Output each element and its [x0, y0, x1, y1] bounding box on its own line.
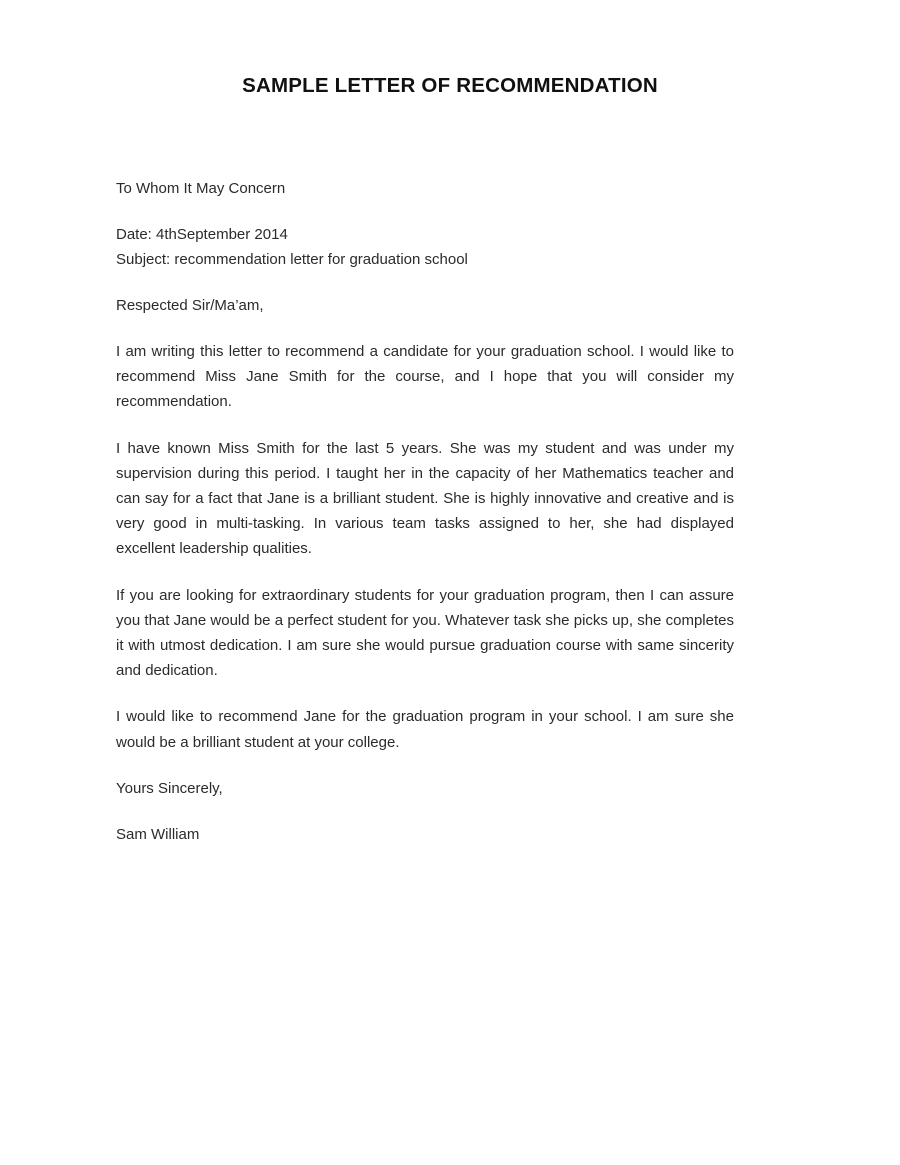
page-title: SAMPLE LETTER OF RECOMMENDATION [242, 74, 658, 97]
body-paragraph: I would like to recommend Jane for the graduation program in your school. I am sure she would be a brilliant student at your college. [116, 708, 734, 751]
spacer [116, 415, 734, 436]
body-paragraph: I have known Miss Smith for the last 5 years. She was my student and was under my supervision during this period. I taught her in the capacity of her Mathematics teacher and can say for a fact that Jane is a brilliant student. She is highly innovative and creative and is very good in multi-tasking. In various team tasks assigned to her, she had displayed excellent leadership qualities. [116, 439, 734, 558]
spacer [116, 801, 734, 822]
body-paragraph: I am writing this letter to recommend a candidate for your graduation school. I would like to recommend Miss Jane Smith for the course, and I hope that you will consider my recommendation. [116, 343, 734, 411]
signature-name: Sam William [116, 825, 200, 843]
date-line: Date: 4thSeptember 2014 [116, 226, 288, 243]
spacer [116, 755, 734, 776]
spacer [116, 562, 734, 583]
closing-line: Yours Sincerely, [116, 779, 223, 797]
spacer [116, 683, 734, 704]
letter-body [116, 176, 734, 847]
recipient-line: To Whom It May Concern [116, 180, 286, 197]
spacer [116, 201, 734, 222]
body-paragraph: If you are looking for extraordinary students for your graduation program, then I can assure you that Jane would be a perfect student for you. Whatever task she picks up, she completes it with utmost dedication. I am sure she would pursue graduation course with same sincerity and dedication. [116, 586, 734, 680]
greeting-line: Respected Sir/Ma’am, [116, 297, 264, 314]
subject-line: Subject: recommendation letter for graduation school [116, 251, 468, 268]
spacer [116, 318, 734, 339]
spacer [116, 272, 734, 293]
